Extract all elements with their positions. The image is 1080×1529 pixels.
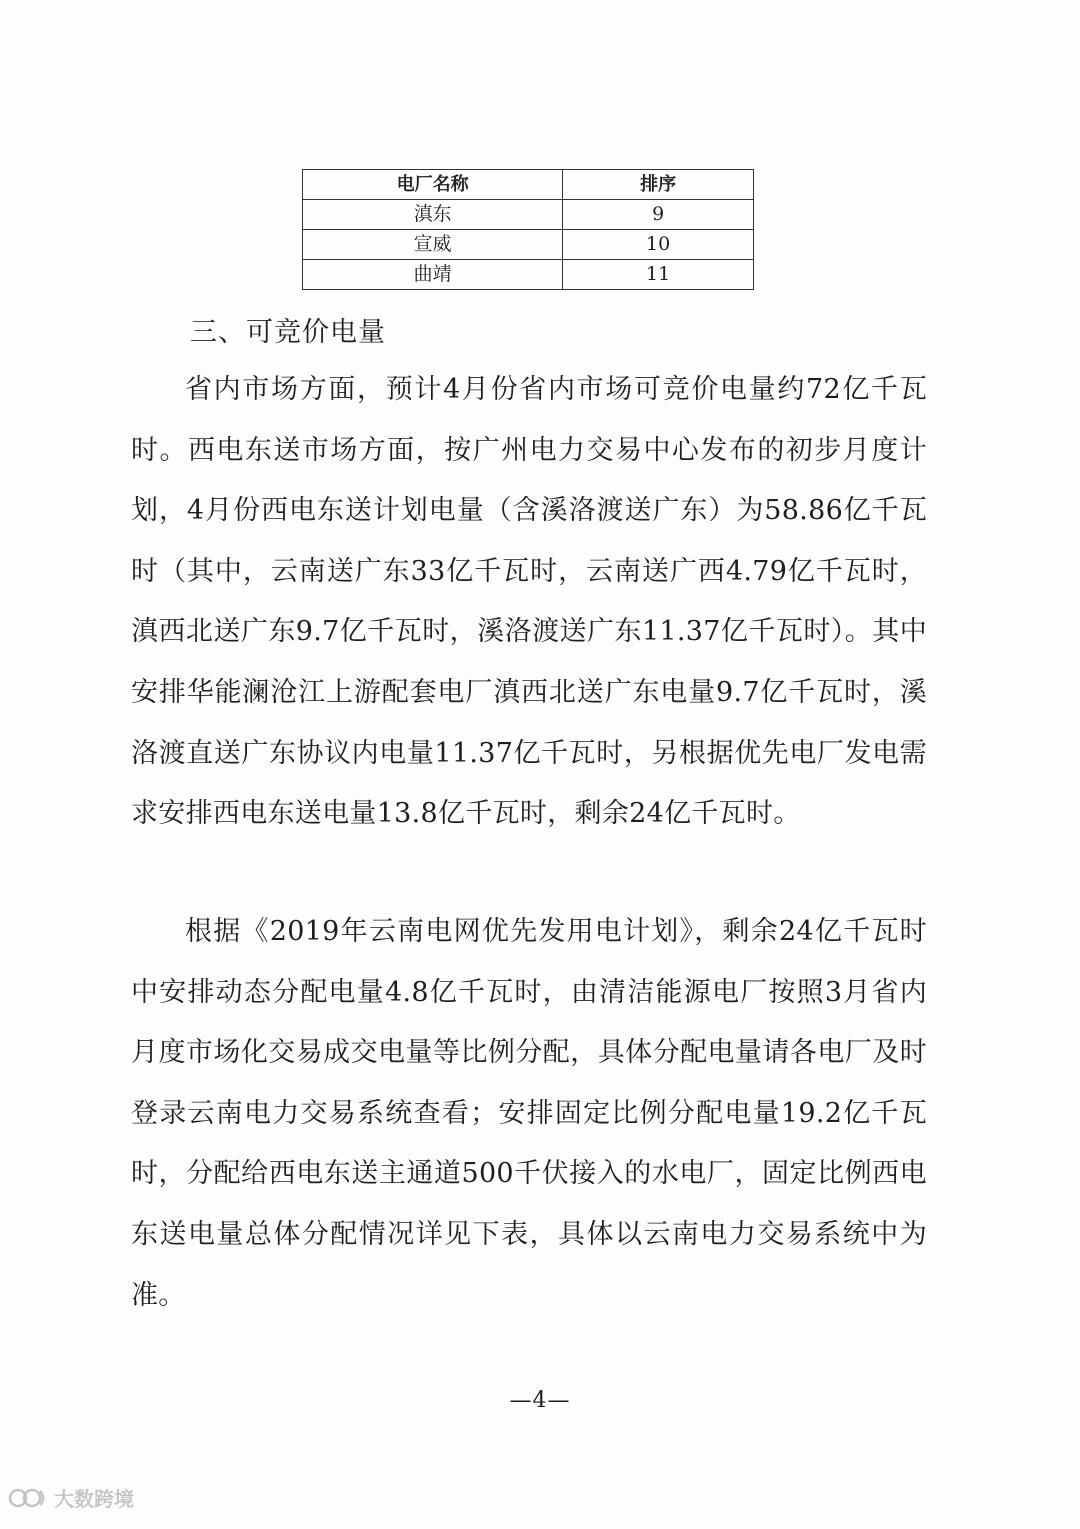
power-plant-ranking-table — [302, 169, 754, 290]
plant-name-cell: 宣威 — [303, 230, 563, 260]
table-header-row — [303, 170, 754, 200]
plant-name-cell: 滇东 — [303, 200, 563, 230]
rank-cell: 9 — [563, 200, 754, 230]
page-number: —4— — [509, 1388, 571, 1413]
plant-name-cell: 曲靖 — [303, 260, 563, 290]
watermark-text: 大数跨境 — [54, 1487, 134, 1511]
section-heading: 三、可竞价电量 — [190, 317, 386, 348]
rank-cell: 11 — [563, 260, 754, 290]
table-row — [303, 230, 754, 260]
rank-cell: 10 — [563, 230, 754, 260]
body-paragraph: 省内市场方面，预计4月份省内市场可竞价电量约72亿千瓦时。西电东送市场方面，按广州电力交易中心发布的初步月度计划，4月份西电东送计划电量（含溪洛渡送广东）为58.86亿千瓦时（其中，云南送广东33亿千瓦时，云南送广西4.79亿千瓦时，滇西北送广东9.7亿千瓦时，溪洛渡送广东11.37亿千瓦时）。其中安排华能澜沧江上游配套电厂滇西北送广东电量9.7亿千瓦时，溪洛渡直送广东协议内电量11.37亿千瓦时，另根据优先电厂发电需求安排西电东送电量13.8亿千瓦时，剩余24亿千瓦时。 — [131, 374, 927, 830]
watermark-logo-icon — [8, 1485, 48, 1511]
column-header-plant-name: 电厂名称 — [303, 170, 563, 200]
table-row — [303, 200, 754, 230]
column-header-rank: 排序 — [563, 170, 754, 200]
body-paragraph: 根据《2019年云南电网优先发用电计划》，剩余24亿千瓦时中安排动态分配电量4.8亿千瓦时，由清洁能源电厂按照3月省内月度市场化交易成交电量等比例分配，具体分配电量请各电厂及时登录云南电力交易系统查看；安排固定比例分配电量19.2亿千瓦时，分配给西电东送主通道500千伏接入的水电厂，固定比例西电东送电量总体分配情况详见下表，具体以云南电力交易系统中为准。 — [131, 916, 927, 1311]
watermark — [8, 1483, 134, 1512]
table-row — [303, 260, 754, 290]
